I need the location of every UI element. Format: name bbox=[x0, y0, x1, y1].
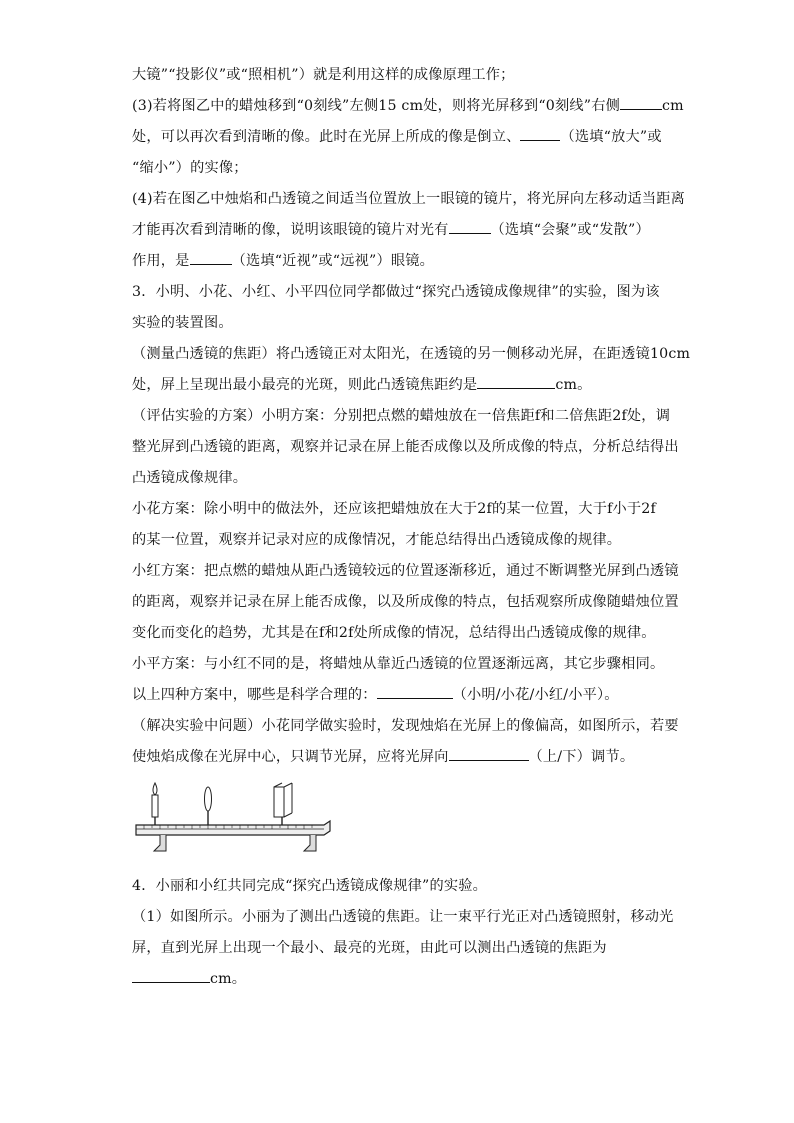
answer-blank[interactable] bbox=[449, 746, 529, 761]
text: 以上四种方案中，哪些是科学合理的： bbox=[132, 687, 377, 703]
text: 屏，直到光屏上出现一个最小、最亮的光斑，由此可以测出凸透镜的焦距为 bbox=[132, 940, 607, 956]
text-line bbox=[132, 525, 672, 556]
text: “缩小”）的实像； bbox=[132, 160, 248, 176]
text: 的某一位置，观察并记录对应的成像情况，才能总结得出凸透镜成像的规律。 bbox=[132, 532, 622, 548]
text-line bbox=[132, 246, 672, 277]
text: 小红方案：把点燃的蜡烛从距凸透镜较远的位置逐渐移近，通过不断调整光屏到凸透镜 bbox=[132, 563, 679, 579]
text: 使烛焰成像在光屏中心，只调节光屏，应将光屏向 bbox=[132, 749, 449, 765]
text: cm。 bbox=[210, 971, 247, 987]
text: cm bbox=[662, 98, 684, 114]
text-line bbox=[132, 556, 679, 587]
text: 3．小明、小花、小红、小平四位同学都做过“探究凸透镜成像规律”的实验，图为该 bbox=[132, 284, 660, 300]
text: 小花方案：除小明中的做法外，还应该把蜡烛放在大于2f的某一位置，大于f小于2f bbox=[132, 501, 656, 517]
text: 整光屏到凸透镜的距离，观察并记录在屏上能否成像以及所成像的特点，分析总结得出 bbox=[132, 439, 679, 455]
text-line bbox=[132, 122, 672, 153]
text-line bbox=[132, 184, 686, 215]
text: 变化而变化的趋势，尤其是在f和2f处所成像的情况，总结得出凸透镜成像的规律。 bbox=[132, 625, 656, 641]
text: 处，屏上呈现出最小最亮的光斑，则此凸透镜焦距约是 bbox=[132, 377, 478, 393]
text-line bbox=[132, 339, 691, 370]
text: 作用，是 bbox=[132, 253, 190, 269]
text: （1）如图所示。小丽为了测出凸透镜的焦距。让一束平行光正对凸透镜照射，移动光 bbox=[132, 909, 674, 925]
text: 小平方案：与小红不同的是，将蜡烛从靠近凸透镜的位置逐渐远离，其它步骤相同。 bbox=[132, 656, 665, 672]
text: （选填“会聚”或“发散”） bbox=[490, 222, 650, 238]
text-line bbox=[132, 463, 672, 494]
answer-blank[interactable] bbox=[190, 250, 232, 265]
text-line bbox=[132, 933, 672, 964]
text-line bbox=[132, 153, 672, 184]
text-line bbox=[132, 964, 672, 995]
light-screen-icon bbox=[274, 783, 292, 825]
text: (3)若将图乙中的蜡烛移到“0刻线”左侧15 cm处，则将光屏移到“0刻线”右侧 bbox=[132, 98, 621, 114]
text-line bbox=[132, 902, 672, 933]
answer-blank[interactable] bbox=[477, 374, 555, 389]
text: （上/下）调节。 bbox=[528, 749, 635, 765]
answer-blank[interactable] bbox=[377, 684, 453, 699]
text: 4．小丽和小红共同完成“探究凸透镜成像规律”的实验。 bbox=[132, 878, 488, 894]
text: 凸透镜成像规律。 bbox=[132, 470, 248, 486]
text: （选填“放大”或 bbox=[560, 129, 662, 145]
text-line bbox=[132, 401, 672, 432]
text: （选填“近视”或“远视”）眼镜。 bbox=[231, 253, 435, 269]
text: （小明/小花/小红/小平）。 bbox=[452, 687, 619, 703]
answer-blank[interactable] bbox=[449, 219, 491, 234]
text: 的距离，观察并记录在屏上能否成像，以及所成像的特点，包括观察所成像随蜡烛位置 bbox=[132, 594, 679, 610]
text-line bbox=[132, 649, 672, 680]
text-line bbox=[132, 308, 672, 339]
answer-blank[interactable] bbox=[520, 126, 560, 141]
answer-blank[interactable] bbox=[132, 968, 210, 983]
text: （测量凸透镜的焦距）将凸透镜正对太阳光，在透镜的另一侧移动光屏，在距透镜10cm bbox=[132, 346, 691, 362]
candle-icon bbox=[152, 783, 158, 825]
text-line bbox=[132, 370, 672, 401]
text: 处，可以再次看到清晰的像。此时在光屏上所成的像是倒立、 bbox=[132, 129, 521, 145]
text: （解决实验中问题）小花同学做实验时，发现烛焰在光屏上的像偏高，如图所示，若要 bbox=[132, 718, 679, 734]
text-line bbox=[132, 618, 672, 649]
document-page bbox=[132, 60, 691, 995]
text: 才能再次看到清晰的像，说明该眼镜的镜片对光有 bbox=[132, 222, 449, 238]
answer-blank[interactable] bbox=[620, 95, 662, 110]
text-line bbox=[132, 60, 672, 91]
text-line bbox=[132, 494, 672, 525]
convex-lens-icon bbox=[205, 787, 212, 825]
question-4-heading bbox=[132, 871, 672, 902]
text-line bbox=[132, 587, 679, 618]
optical-bench-icon bbox=[136, 821, 330, 851]
text: （评估实验的方案）小明方案：分别把点燃的蜡烛放在一倍焦距f和二倍焦距2f处，调 bbox=[132, 408, 671, 424]
text-line bbox=[132, 742, 672, 773]
text: (4)若在图乙中烛焰和凸透镜之间适当位置放上一眼镜的镜片，将光屏向左移动适当距离 bbox=[132, 191, 686, 207]
text-line bbox=[132, 432, 679, 463]
text-line bbox=[132, 680, 672, 711]
text-line bbox=[132, 91, 684, 122]
text-line bbox=[132, 215, 672, 246]
text: 大镜”“投影仪”或“照相机”）就是利用这样的成像原理工作； bbox=[132, 67, 515, 83]
text-line bbox=[132, 711, 679, 742]
optical-bench-figure bbox=[134, 779, 334, 859]
question-3-heading bbox=[132, 277, 672, 308]
text: cm。 bbox=[555, 377, 592, 393]
text: 实验的装置图。 bbox=[132, 315, 233, 331]
